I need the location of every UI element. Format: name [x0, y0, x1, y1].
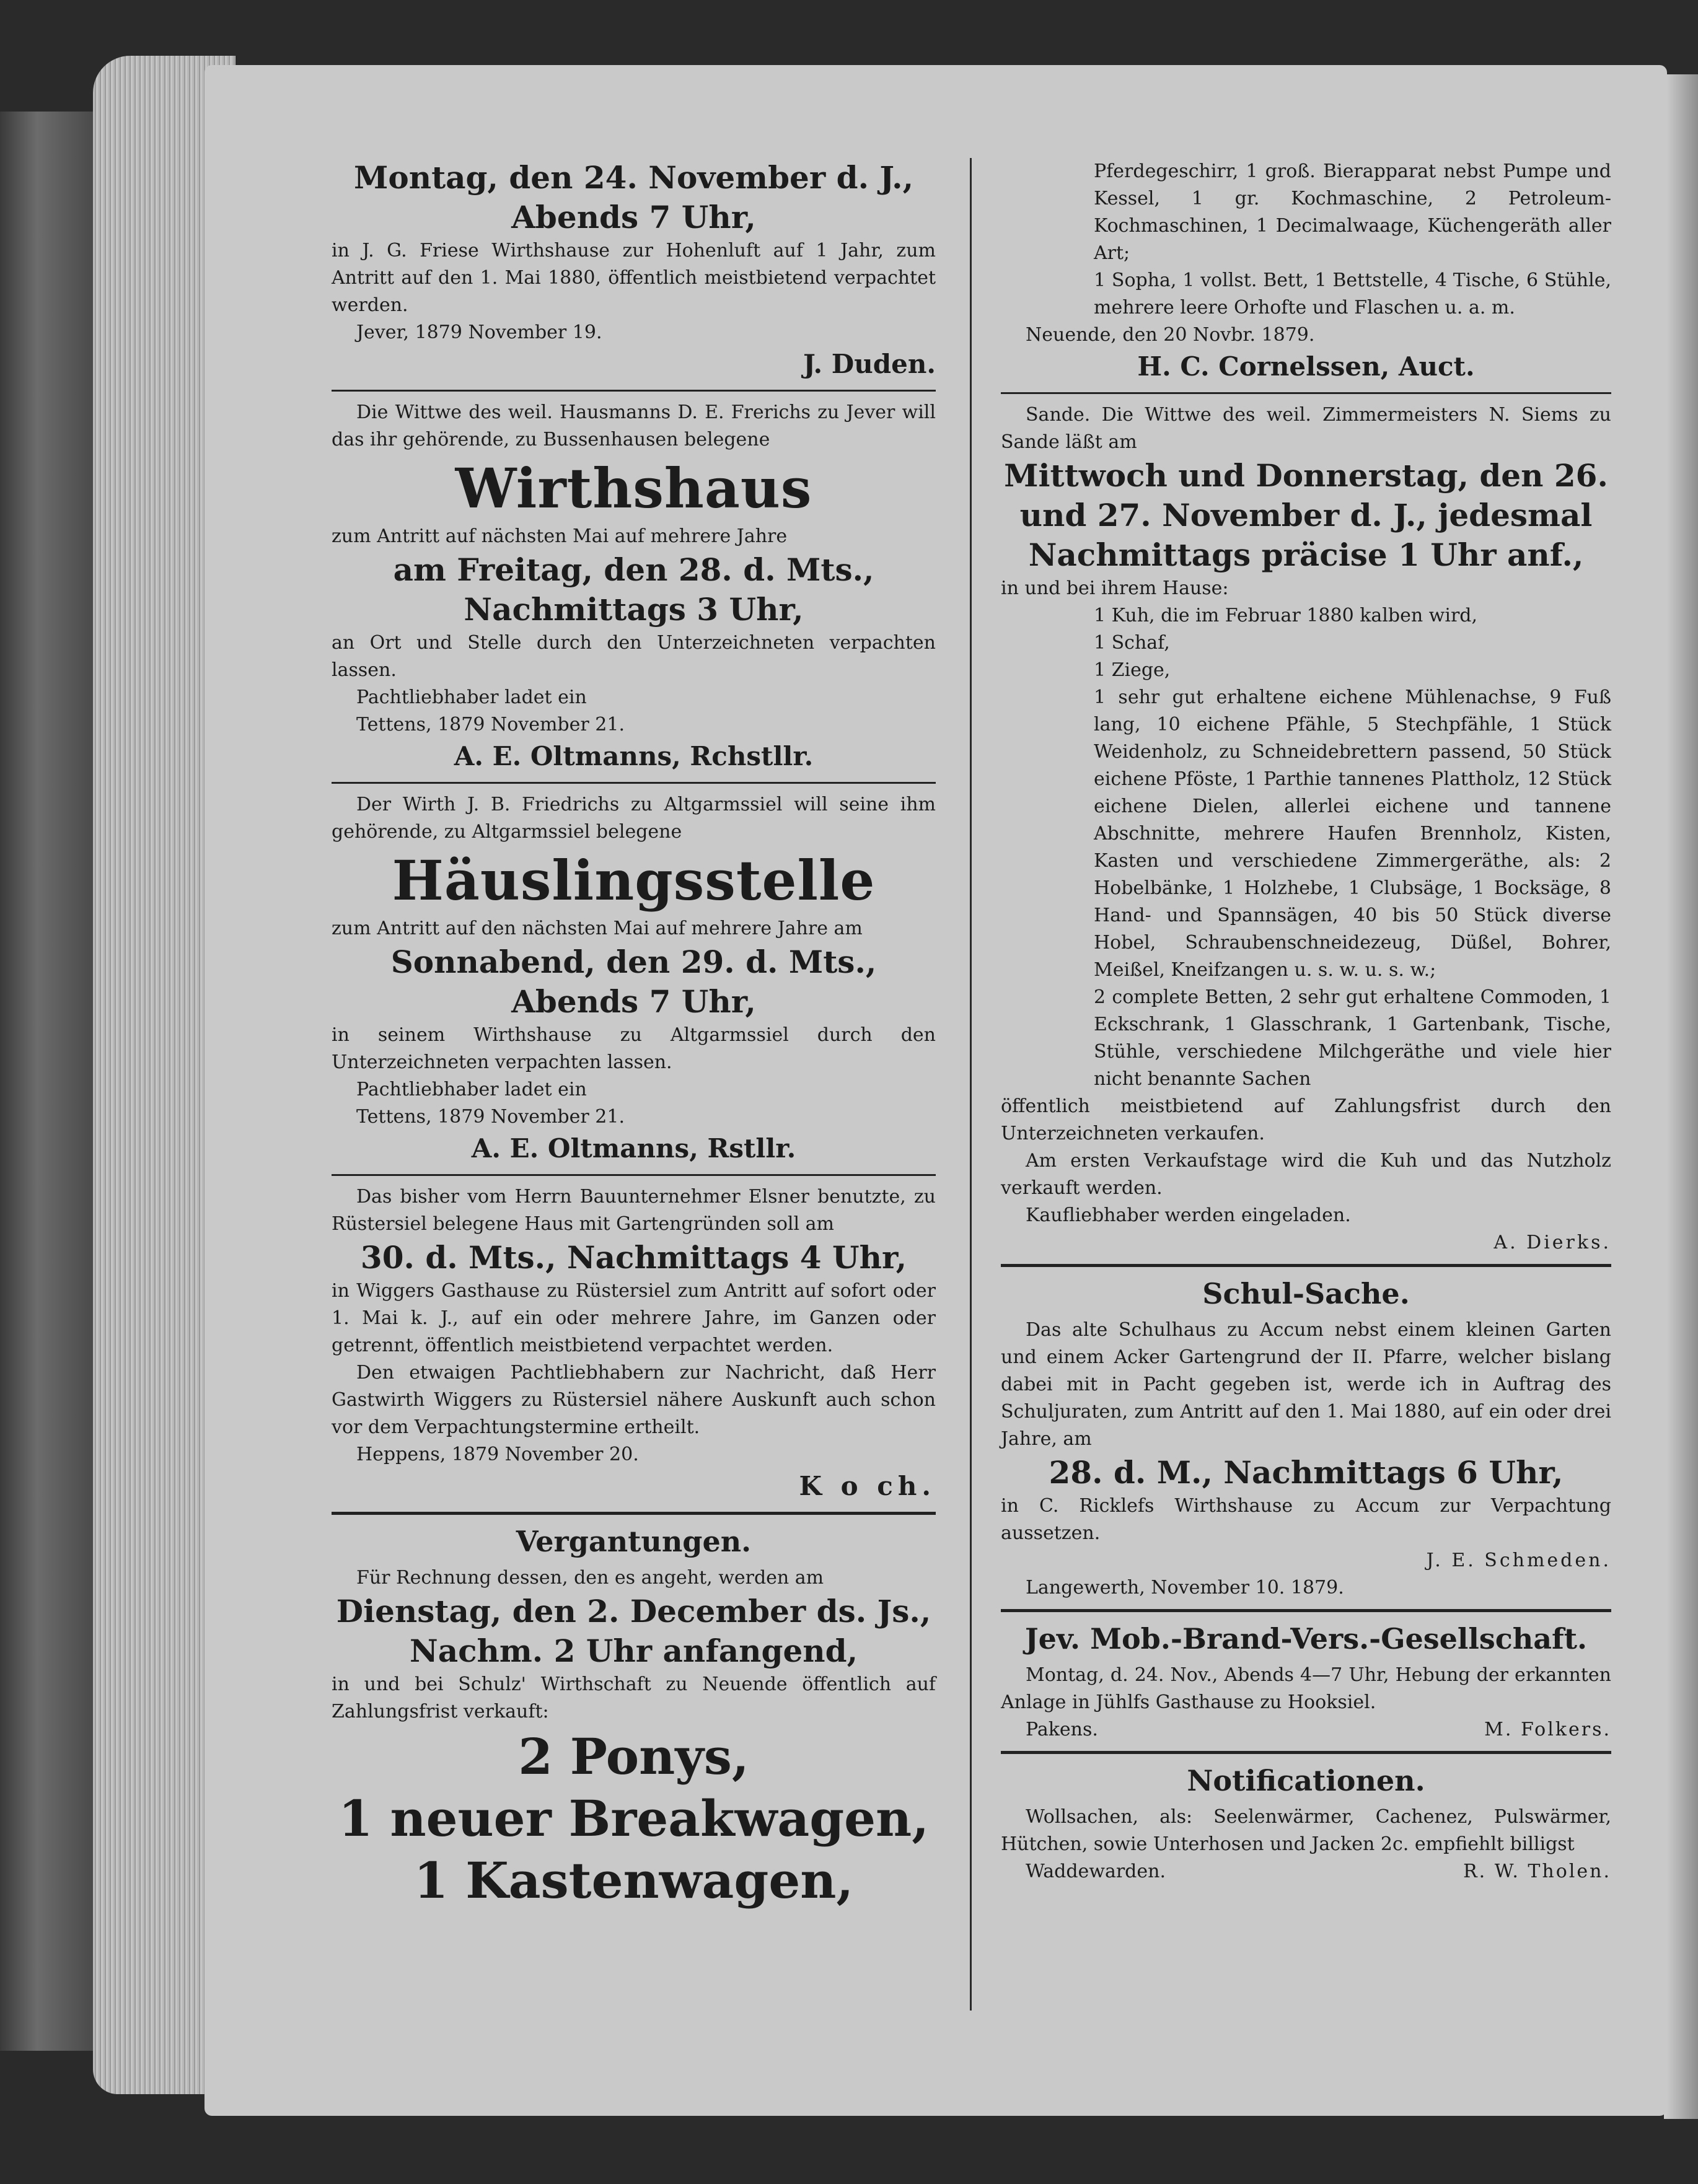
- ad-time-line: Abends 7 Uhr,: [511, 199, 756, 235]
- ad-body: in Wiggers Gasthause zu Rüstersiel zum Antritt auf sofort oder 1. Mai k. J., auf ein oder mehrere Jahre, im Ganzen oder getrennt, öffentlich meistbietend verpachtet werden.: [332, 1280, 936, 1356]
- section-title: Vergantungen.: [516, 1525, 752, 1558]
- ad-brand-versicherung: [1001, 1620, 1611, 1743]
- ad-intro: Sande. Die Wittwe des weil. Zimmermeisters N. Siems zu Sande läßt am: [1001, 404, 1611, 453]
- ad-note: Am ersten Verkaufstage wird die Kuh und das Nutzholz verkauft werden.: [1001, 1150, 1611, 1199]
- ad-date-line: am Freitag, den 28. d. Mts.,: [393, 551, 874, 588]
- ad-body: Wollsachen, als: Seelenwärmer, Cachenez, Pulswärmer, Hütchen, sowie Unterhosen und Jacken 2c. empfiehlt billigst: [1001, 1806, 1611, 1855]
- ad-time-line: Nachmittags 3 Uhr,: [464, 591, 804, 628]
- ad-place-date: Heppens, 1879 November 20.: [356, 1444, 639, 1465]
- place-signature-line: [1001, 1858, 1611, 1885]
- ad-place-date: Tettens, 1879 November 21.: [356, 714, 625, 735]
- ad-lead: in und bei ihrem Hause:: [1001, 577, 1229, 599]
- list-item: 1 Schaf,: [1094, 632, 1170, 654]
- ad-body: an Ort und Stelle durch den Unterzeichneten verpachten lassen.: [332, 632, 936, 681]
- ad-signature: H. C. Cornelssen, Auct.: [1137, 351, 1475, 382]
- ad-signature: R. W. Tholen.: [1463, 1861, 1611, 1882]
- section-title: Jev. Mob.-Brand-Vers.-Gesellschaft.: [1024, 1622, 1588, 1656]
- ad-body: in J. G. Friese Wirthshause zur Hohenluft auf 1 Jahr, zum Antritt auf den 1. Mai 1880, öffentlich meistbietend verpachtet werden.: [332, 240, 936, 316]
- ad-signature: J. Duden.: [803, 349, 936, 379]
- ad-signature: M. Folkers.: [1484, 1719, 1611, 1740]
- section-separator: [1001, 1264, 1611, 1267]
- list-item: Pferdegeschirr, 1 groß. Bierapparat nebst Pumpe und Kessel, 1 gr. Kochmaschine, 2 Petroleum-Kochmaschinen, 1 Decimalwaage, Küchengeräth aller Art;: [1094, 160, 1611, 264]
- ad-signature: A. E. Oltmanns, Rchstllr.: [454, 741, 814, 771]
- ad-time-line: Nachm. 2 Uhr anfangend,: [409, 1633, 858, 1669]
- ad-body: Montag, d. 24. Nov., Abends 4—7 Uhr, Hebung der erkannten Anlage in Jühlfs Gasthause zu Hooksiel.: [1001, 1664, 1611, 1713]
- ad-item-breakwagen: 1 neuer Breakwagen,: [338, 1789, 930, 1848]
- ad-intro: Für Rechnung dessen, den es angeht, werden am: [356, 1567, 824, 1589]
- ad-signature: K o ch.: [799, 1471, 936, 1501]
- list-item: 1 sehr gut erhaltene eichene Mühlenachse, 9 Fuß lang, 10 eichene Pfähle, 5 Stechpfähle, 1 Stück Weidenholz, zu Schneidebrettern passend, 50 Stück eichene Pföste, 1 Parthie tannenes Plattholz, 12 Stück eichene Dielen, allerlei eichene und tannene Abschnitte, mehrere Haufen Brennholz, Kisten, Kasten und verschiedene Zimmergeräthe, als: 2 Hobelbänke, 1 Holzhebe, 1 Clubsäge, 1 Bocksäge, 8 Hand- und Spannsägen, 40 bis 50 Stück diverse Hobel, Schraubenschneidezeug, Düßel, Bohrer, Meißel, Kneifzangen u. s. w. u. s. w.;: [1094, 686, 1611, 981]
- ad-date-line: Sonnabend, den 29. d. Mts.,: [390, 944, 877, 980]
- ad-body: in seinem Wirthshause zu Altgarmssiel durch den Unterzeichneten verpachten lassen.: [332, 1024, 936, 1073]
- ad-intro: Das bisher vom Herrn Bauunternehmer Elsner benutzte, zu Rüstersiel belegene Haus mit Gartengründen soll am: [332, 1186, 936, 1235]
- ad-notificationen: [1001, 1761, 1611, 1885]
- ad-date-line: 30. d. Mts., Nachmittags 4 Uhr,: [360, 1239, 907, 1276]
- ad-place-date: Langewerth, November 10. 1879.: [1026, 1577, 1344, 1599]
- right-page-edge: [1664, 74, 1698, 2119]
- ad-headline: Wirthshaus: [455, 456, 812, 520]
- ad-invite: Pachtliebhaber ladet ein: [356, 1079, 587, 1100]
- ad-separator: [1001, 392, 1611, 394]
- ad-place-date: Tettens, 1879 November 21.: [356, 1106, 625, 1128]
- ad-signature: J. E. Schmeden.: [1426, 1550, 1611, 1571]
- item-list: [1094, 158, 1611, 322]
- ad-line: zum Antritt auf nächsten Mai auf mehrere Jahre: [332, 525, 788, 547]
- section-title: Schul-Sache.: [1202, 1277, 1410, 1310]
- ad-body: öffentlich meistbietend auf Zahlungsfrist durch den Unterzeichneten verkaufen.: [1001, 1095, 1611, 1144]
- ad-ruestersiel-haus: [332, 1183, 936, 1504]
- ad-invite: Kaufliebhaber werden eingeladen.: [1026, 1204, 1351, 1226]
- section-title: Notificationen.: [1187, 1764, 1425, 1797]
- list-item: 1 Ziege,: [1094, 659, 1171, 681]
- ad-date-line: Montag, den 24. November d. J.,: [354, 159, 913, 196]
- ad-intro: Der Wirth J. B. Friedrichs zu Altgarmssiel will seine ihm gehörende, zu Altgarmssiel belegene: [332, 794, 936, 843]
- ad-separator: [332, 782, 936, 784]
- ad-place: Waddewarden.: [1026, 1861, 1166, 1882]
- list-item: 1 Kuh, die im Februar 1880 kalben wird,: [1094, 605, 1478, 626]
- ad-place-date: Neuende, den 20 Novbr. 1879.: [1026, 324, 1315, 346]
- column-divider: [970, 158, 972, 2011]
- ad-intro: Die Wittwe des weil. Hausmanns D. E. Frerichs zu Jever will das ihr gehörende, zu Bussenhausen belegene: [332, 401, 936, 450]
- section-separator: [1001, 1609, 1611, 1612]
- ad-headline: Häuslingsstelle: [392, 848, 876, 913]
- ad-wirthshaus: [332, 399, 936, 774]
- ad-time-line: Abends 7 Uhr,: [511, 983, 756, 1020]
- ad-invite: Pachtliebhaber ladet ein: [356, 686, 587, 708]
- ad-body: Das alte Schulhaus zu Accum nebst einem kleinen Garten und einem Acker Gartengrund der II. Pfarre, welcher bislang dabei mit in Pacht gegeben ist, werde ich in Auftrag des Schuljuraten, zum Antritt auf den 1. Mai 1880, auf ein oder drei Jahre, am: [1001, 1319, 1611, 1450]
- ad-place: Pakens.: [1026, 1719, 1098, 1740]
- ad-separator: [332, 390, 936, 392]
- place-signature-line: [1001, 1716, 1611, 1743]
- ad-signature: A. Dierks.: [1493, 1232, 1611, 1253]
- right-column: [1001, 158, 1611, 1885]
- ad-signature: A. E. Oltmanns, Rstllr.: [471, 1133, 796, 1164]
- ad-haeuslingsstelle: [332, 791, 936, 1167]
- ad-place-date: Jever, 1879 November 19.: [356, 322, 602, 343]
- ad-time-line: Nachmittags präcise 1 Uhr anf.,: [1028, 537, 1584, 573]
- ad-separator: [332, 1174, 936, 1176]
- ad-item-ponys: 2 Ponys,: [518, 1727, 749, 1786]
- ad-schul-sache: [1001, 1274, 1611, 1602]
- ad-line: zum Antritt auf den nächsten Mai auf mehrere Jahre am: [332, 918, 863, 939]
- ad-date-line-2: und 27. November d. J., jedesmal: [1019, 497, 1593, 533]
- ad-date-line: 28. d. M., Nachmittags 6 Uhr,: [1049, 1454, 1564, 1491]
- section-separator: [1001, 1751, 1611, 1754]
- ad-note: Den etwaigen Pachtliebhabern zur Nachricht, daß Herr Gastwirth Wiggers zu Rüstersiel nähere Auskunft auch schon vor dem Verpachtungstermine ertheilt.: [332, 1362, 936, 1438]
- left-column: [332, 158, 936, 1911]
- ad-body-2: in C. Ricklefs Wirthshause zu Accum zur Verpachtung aussetzen.: [1001, 1495, 1611, 1544]
- item-list: [1094, 602, 1611, 1093]
- ad-sande-siems: [1001, 401, 1611, 1256]
- section-separator: [332, 1512, 936, 1515]
- list-item: 2 complete Betten, 2 sehr gut erhaltene Commoden, 1 Eckschrank, 1 Glasschrank, 1 Gartenbank, Tische, Stühle, verschiedene Milchgeräthe und viele hier nicht benannte Sachen: [1094, 986, 1611, 1090]
- book-binding: [0, 112, 93, 2051]
- ad-body: in und bei Schulz' Wirthschaft zu Neuende öffentlich auf Zahlungsfrist verkauft:: [332, 1673, 936, 1722]
- ad-friese-wirthshaus: [332, 158, 936, 382]
- ad-item-kastenwagen: 1 Kastenwagen,: [413, 1851, 854, 1910]
- list-item: 1 Sopha, 1 vollst. Bett, 1 Bettstelle, 4 Tische, 6 Stühle, mehrere leere Orhofte und Flaschen u. a. m.: [1094, 270, 1611, 318]
- ad-vergantungen: [332, 1522, 936, 1911]
- ad-date-line: Mittwoch und Donnerstag, den 26.: [1004, 457, 1608, 494]
- ad-date-line: Dienstag, den 2. December ds. Js.,: [336, 1593, 931, 1629]
- ad-vergantungen-continued: [1001, 158, 1611, 385]
